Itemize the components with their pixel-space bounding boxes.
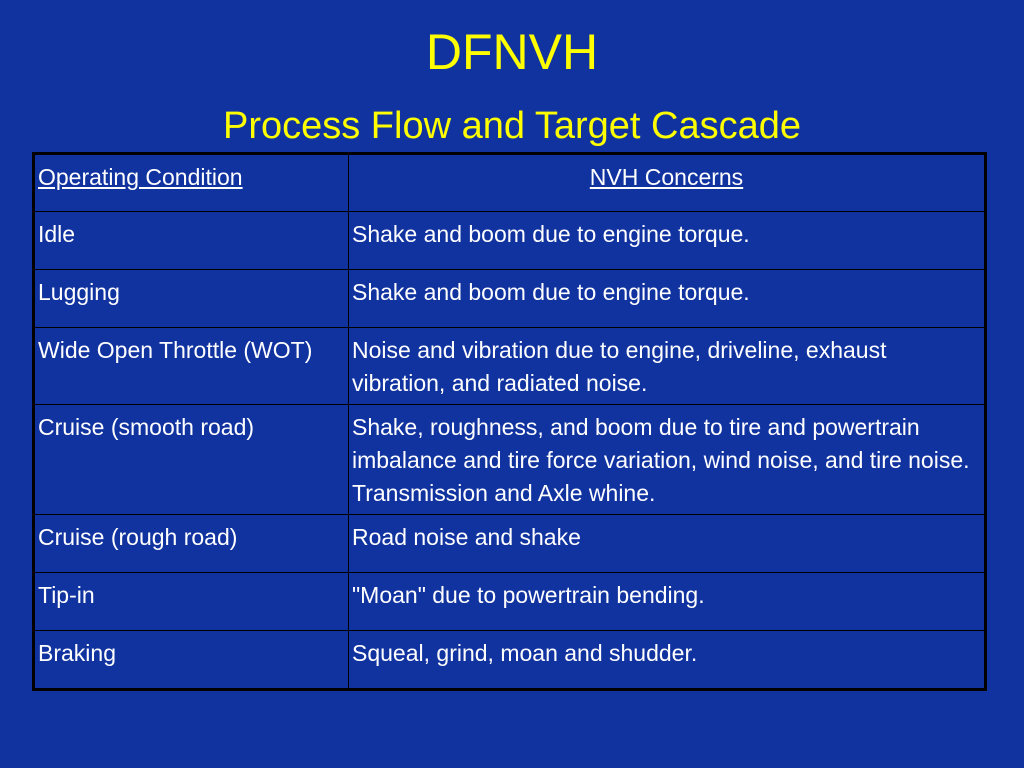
- condition-cell: Wide Open Throttle (WOT): [34, 328, 349, 405]
- condition-cell: Lugging: [34, 270, 349, 328]
- table-row: [34, 573, 986, 631]
- concerns-cell: Shake, roughness, and boom due to tire and powertrain imbalance and tire force variation, wind noise, and tire noise. Transmission and Axle whine.: [349, 405, 986, 515]
- slide-subtitle: Process Flow and Target Cascade: [222, 105, 802, 147]
- condition-cell: Braking: [34, 631, 349, 690]
- slide-title: DFNVH: [425, 24, 599, 80]
- header-nvh-concerns: NVH Concerns: [349, 154, 986, 212]
- concerns-cell: Road noise and shake: [349, 515, 986, 573]
- table-row: [34, 270, 986, 328]
- table-row: [34, 405, 986, 515]
- nvh-concerns-table: [32, 152, 987, 691]
- concerns-cell: Noise and vibration due to engine, driveline, exhaust vibration, and radiated noise.: [349, 328, 986, 405]
- table-row: [34, 212, 986, 270]
- table-header-row: [34, 154, 986, 212]
- table-row: [34, 328, 986, 405]
- concerns-cell: Shake and boom due to engine torque.: [349, 212, 986, 270]
- concerns-cell: Squeal, grind, moan and shudder.: [349, 631, 986, 690]
- condition-cell: Cruise (rough road): [34, 515, 349, 573]
- concerns-cell: Shake and boom due to engine torque.: [349, 270, 986, 328]
- concerns-cell: "Moan" due to powertrain bending.: [349, 573, 986, 631]
- table-row: [34, 515, 986, 573]
- condition-cell: Tip-in: [34, 573, 349, 631]
- condition-cell: Cruise (smooth road): [34, 405, 349, 515]
- condition-cell: Idle: [34, 212, 349, 270]
- header-operating-condition: Operating Condition: [34, 154, 349, 212]
- table-row: [34, 631, 986, 690]
